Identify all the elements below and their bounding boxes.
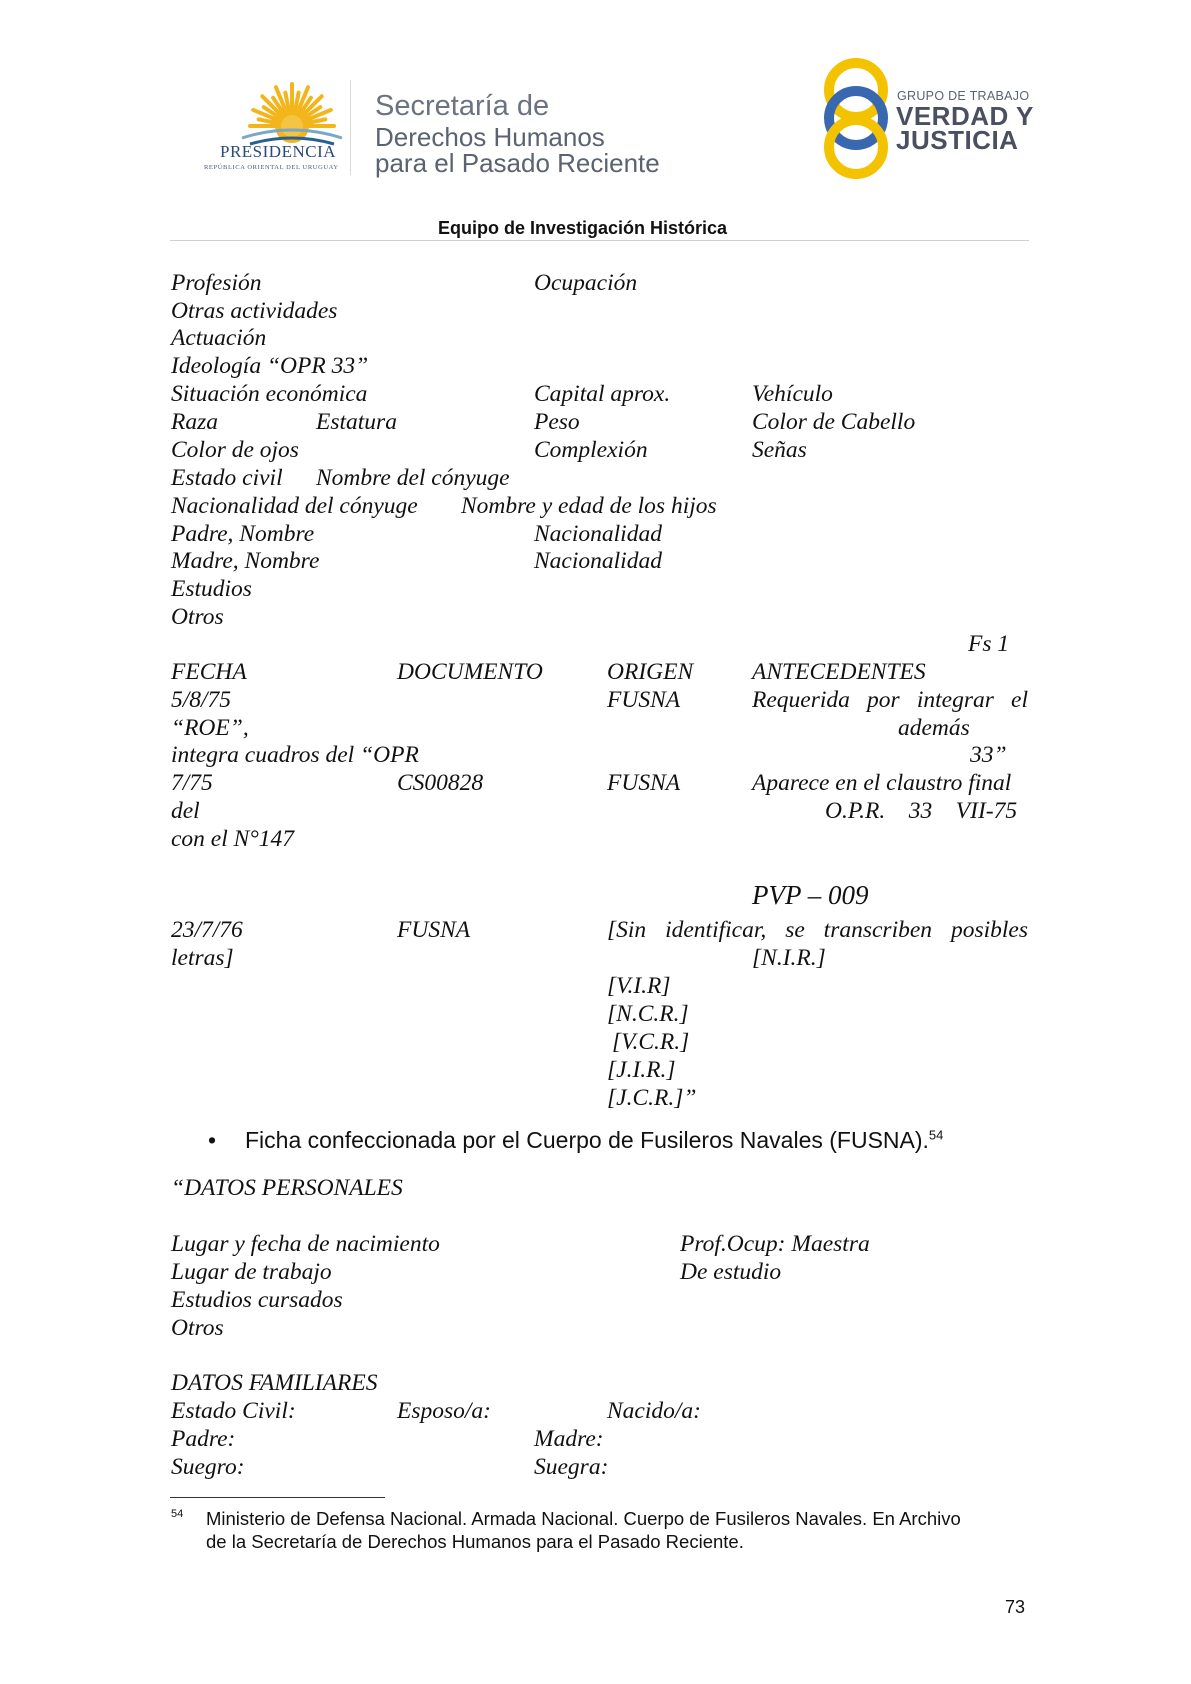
prof-ocup: Prof.Ocup: Maestra bbox=[680, 1231, 870, 1257]
row3-letters-2: [N.C.R.] bbox=[607, 1001, 689, 1027]
col-header-documento: DOCUMENTO bbox=[397, 659, 543, 685]
bullet-symbol: • bbox=[208, 1127, 217, 1153]
field-nombre-hijos: Nombre y edad de los hijos bbox=[461, 493, 717, 519]
row2-fecha: 7/75 bbox=[171, 770, 213, 796]
field-capital: Capital aprox. bbox=[534, 381, 671, 407]
grupo-line1: GRUPO DE TRABAJO bbox=[897, 89, 1030, 103]
padre-label: Padre: bbox=[171, 1426, 236, 1452]
bullet-text-body: Ficha confeccionada por el Cuerpo de Fusileros Navales (FUSNA). bbox=[245, 1127, 929, 1153]
field-peso: Peso bbox=[534, 409, 580, 435]
col-header-antecedentes: ANTECEDENTES bbox=[752, 659, 926, 685]
page-number: 73 bbox=[1005, 1597, 1026, 1617]
field-otras-actividades: Otras actividades bbox=[171, 298, 338, 324]
row1-origen: FUSNA bbox=[607, 687, 681, 713]
row3-documento: FUSNA bbox=[397, 917, 471, 943]
row3-antecedentes-1: [Sin identificar, se transcriben posibles bbox=[607, 917, 1028, 943]
de-estudio: De estudio bbox=[680, 1259, 782, 1285]
lugar-fecha-nacimiento: Lugar y fecha de nacimiento bbox=[171, 1231, 440, 1257]
verdad-justicia-rings-logo bbox=[820, 58, 892, 180]
datos-personales-title: “DATOS PERSONALES bbox=[171, 1175, 403, 1201]
secretaria-line2: Derechos Humanos bbox=[375, 122, 605, 152]
grupo-line3: JUSTICIA bbox=[896, 125, 1019, 155]
suegro-label: Suegro: bbox=[171, 1454, 245, 1480]
footnote-line1: Ministerio de Defensa Nacional. Armada Nacional. Cuerpo de Fusileros Navales. En Archivo bbox=[206, 1508, 961, 1529]
secretaria-line3: para el Pasado Reciente bbox=[375, 148, 660, 178]
presidencia-sublabel: REPÚBLICA ORIENTAL DEL URUGUAY bbox=[204, 164, 339, 171]
datos-familiares-title: DATOS FAMILIARES bbox=[171, 1370, 378, 1396]
field-madre-nacionalidad: Nacionalidad bbox=[534, 548, 662, 574]
field-actuacion: Actuación bbox=[171, 325, 267, 351]
row3-letters-5: [J.C.R.]” bbox=[607, 1085, 697, 1111]
row3-letters-4: [J.I.R.] bbox=[607, 1057, 676, 1083]
grupo-line2: VERDAD Y bbox=[896, 101, 1034, 131]
field-complexion: Complexión bbox=[534, 437, 648, 463]
row1-antecedentes-1: Requerida por integrar el bbox=[752, 687, 1028, 713]
col-header-origen: ORIGEN bbox=[607, 659, 694, 685]
field-estatura: Estatura bbox=[316, 409, 397, 435]
team-title: Equipo de Investigación Histórica bbox=[438, 218, 728, 238]
esposo-label: Esposo/a: bbox=[397, 1398, 491, 1424]
row2-documento: CS00828 bbox=[397, 770, 484, 796]
field-vehiculo: Vehículo bbox=[752, 381, 833, 407]
row2-continuation-a: del bbox=[171, 798, 200, 824]
bullet-text bbox=[245, 1127, 943, 1154]
field-madre-nombre: Madre, Nombre bbox=[171, 548, 320, 574]
estudios-cursados: Estudios cursados bbox=[171, 1287, 343, 1313]
field-color-cabello: Color de Cabello bbox=[752, 409, 916, 435]
presidencia-sun-logo bbox=[232, 80, 352, 150]
field-profesion: Profesión bbox=[171, 270, 262, 296]
row1-antecedentes-3: 33” bbox=[970, 742, 1007, 768]
row2-antecedentes-2: O.P.R. 33 VII-75 bbox=[825, 798, 1018, 824]
row1-fecha: 5/8/75 bbox=[171, 687, 232, 713]
row2-origen: FUSNA bbox=[607, 770, 681, 796]
pvp-code: PVP – 009 bbox=[752, 880, 869, 910]
field-situacion-economica: Situación económica bbox=[171, 381, 368, 407]
estado-civil-label: Estado Civil: bbox=[171, 1398, 296, 1424]
row3-letters-3: [V.C.R.] bbox=[612, 1029, 690, 1055]
field-padre-nacionalidad: Nacionalidad bbox=[534, 521, 662, 547]
col-header-fecha: FECHA bbox=[171, 659, 247, 685]
row3-fecha: 23/7/76 bbox=[171, 917, 243, 943]
field-nombre-conyuge: Nombre del cónyuge bbox=[316, 465, 510, 491]
row3-continuation: letras] bbox=[171, 945, 234, 971]
field-padre-nombre: Padre, Nombre bbox=[171, 521, 315, 547]
field-estado-civil: Estado civil bbox=[171, 465, 283, 491]
lugar-trabajo: Lugar de trabajo bbox=[171, 1259, 332, 1285]
field-ocupacion: Ocupación bbox=[534, 270, 638, 296]
suegra-label: Suegra: bbox=[534, 1454, 609, 1480]
field-senas: Señas bbox=[752, 437, 807, 463]
madre-label: Madre: bbox=[534, 1426, 604, 1452]
secretaria-line1: Secretaría de bbox=[375, 90, 550, 122]
datos-otros: Otros bbox=[171, 1315, 224, 1341]
row1-antecedentes-2: además bbox=[898, 715, 970, 741]
row1-continuation-a: “ROE”, bbox=[171, 715, 249, 741]
row2-antecedentes-1: Aparece en el claustro final bbox=[752, 770, 1012, 796]
footnote-number: 54 bbox=[171, 1508, 184, 1520]
row1-continuation-b: integra cuadros del “OPR bbox=[171, 742, 419, 768]
fs-label: Fs 1 bbox=[968, 631, 1010, 657]
row3-letters-1: [V.I.R] bbox=[607, 973, 671, 999]
field-color-ojos: Color de ojos bbox=[171, 437, 299, 463]
row2-continuation-b: con el N°147 bbox=[171, 826, 294, 852]
field-nacionalidad-conyuge: Nacionalidad del cónyuge bbox=[171, 493, 418, 519]
header-rule bbox=[170, 240, 1029, 241]
nacido-label: Nacido/a: bbox=[607, 1398, 701, 1424]
field-ideologia: Ideología “OPR 33” bbox=[171, 353, 369, 379]
field-raza: Raza bbox=[171, 409, 218, 435]
footnote-line2: de la Secretaría de Derechos Humanos para el Pasado Reciente. bbox=[206, 1531, 744, 1552]
presidencia-label: PRESIDENCIA bbox=[220, 142, 337, 161]
field-estudios: Estudios bbox=[171, 576, 252, 602]
field-otros: Otros bbox=[171, 604, 224, 630]
footnote-rule bbox=[170, 1497, 385, 1498]
footnote-reference[interactable]: 54 bbox=[928, 1127, 944, 1143]
row3-nir: [N.I.R.] bbox=[752, 945, 826, 971]
header-divider bbox=[350, 80, 351, 175]
